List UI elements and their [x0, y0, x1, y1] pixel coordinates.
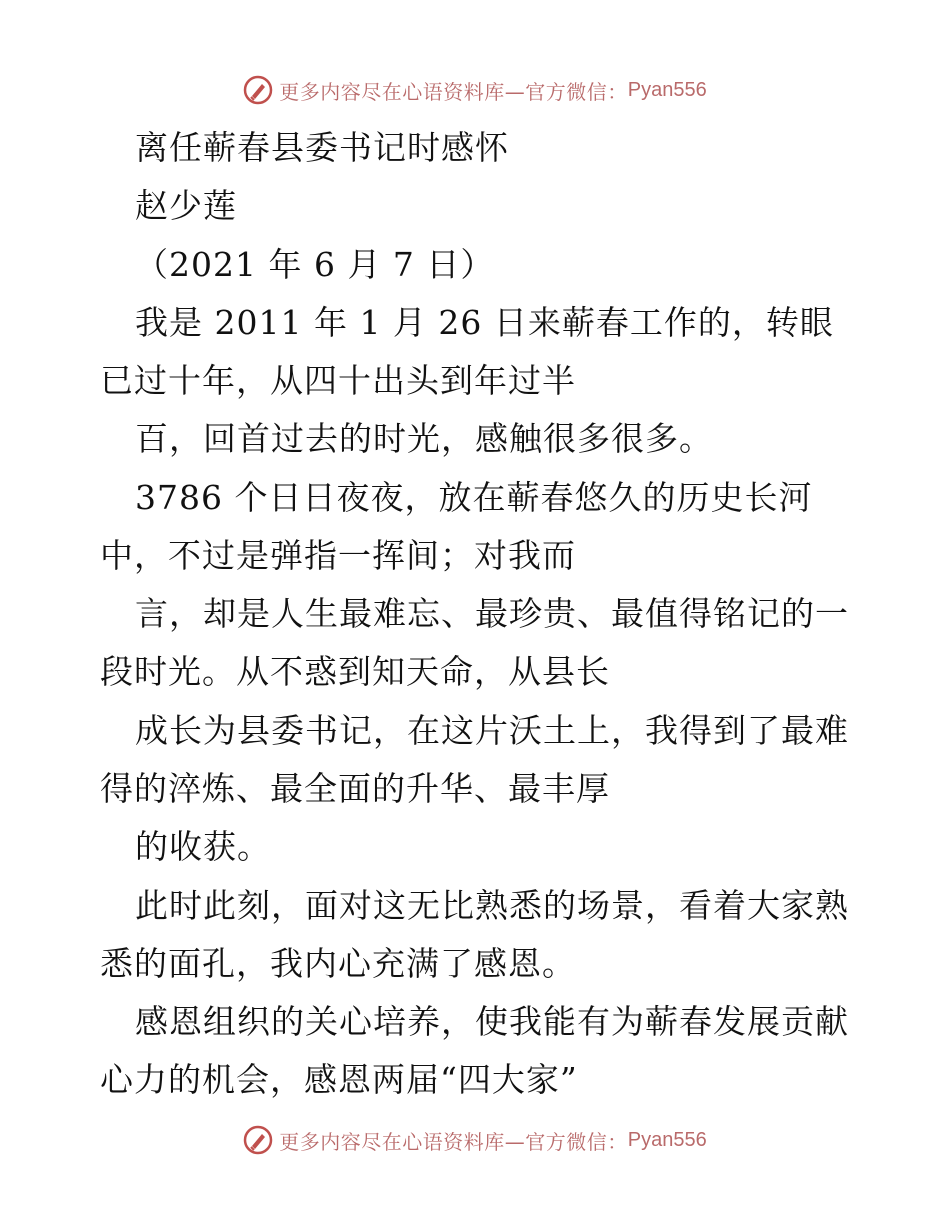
- paragraph-line: 此时此刻，面对这无比熟悉的场景，看着大家熟: [135, 886, 849, 925]
- watermark-wechat-id: Pyan556: [627, 1128, 707, 1151]
- paragraph-line: 中，不过是弹指一挥间；对我而: [100, 536, 576, 575]
- paragraph-line: 段时光。从不惑到知天命，从县长: [100, 652, 610, 691]
- paragraph-line: 3786 个日日夜夜，放在蕲春悠久的历史长河: [135, 478, 813, 517]
- watermark-text: 更多内容尽在心语资料库—官方微信：: [279, 1129, 628, 1154]
- paragraph-line: 感恩组织的关心培养，使我能有为蕲春发展贡献: [135, 1002, 849, 1041]
- pen-logo-icon: [243, 1125, 273, 1155]
- paragraph-line: 我是 2011 年 1 月 26 日来蕲春工作的，转眼: [135, 303, 834, 342]
- paragraph-line: 百，回首过去的时光，感触很多很多。: [135, 419, 713, 458]
- paragraph-line: 成长为县委书记，在这片沃土上，我得到了最难: [135, 711, 849, 750]
- document-title: 离任蕲春县委书记时感怀: [135, 128, 509, 167]
- watermark-wechat-id: Pyan556: [627, 78, 707, 101]
- watermark-text: 更多内容尽在心语资料库—官方微信：: [279, 79, 628, 104]
- paragraph-line: 言，却是人生最难忘、最珍贵、最值得铭记的一: [135, 594, 849, 633]
- footer-watermark: [0, 1120, 950, 1160]
- paragraph-line: 心力的机会，感恩两届“四大家”: [100, 1060, 578, 1099]
- paragraph-line: 悉的面孔，我内心充满了感恩。: [100, 944, 576, 983]
- header-watermark: [0, 70, 950, 110]
- pen-logo-icon: [243, 75, 273, 105]
- paragraph-line: 得的淬炼、最全面的升华、最丰厚: [100, 769, 610, 808]
- paragraph-line: 已过十年，从四十出头到年过半: [100, 361, 576, 400]
- document-date: （2021 年 6 月 7 日）: [135, 245, 495, 284]
- paragraph-line: 的收获。: [135, 827, 271, 866]
- document-author: 赵少莲: [135, 186, 237, 225]
